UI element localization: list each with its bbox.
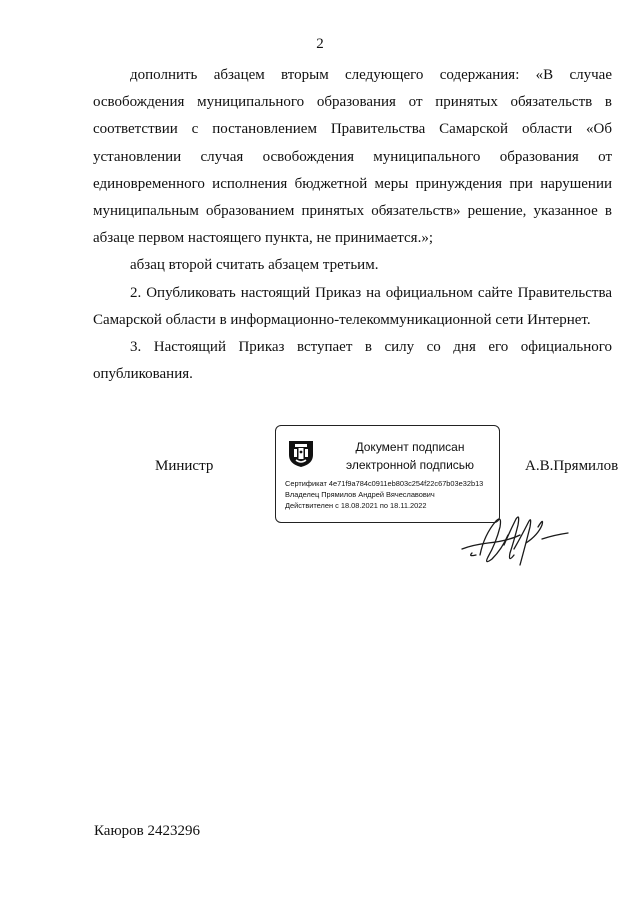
coat-of-arms-icon xyxy=(286,438,316,468)
paragraph-line: соответствии с постановлением Правительства Самарской области «Об xyxy=(93,121,612,138)
signer-name: А.В.Прямилов xyxy=(525,458,619,474)
paragraph-line: опубликования. xyxy=(93,366,193,383)
page-number: 2 xyxy=(316,36,324,52)
stamp-title-line: Документ подписан xyxy=(355,440,465,454)
stamp-certificate: Сертификат 4e71f9a784c0911eb803c254f22c67b03e32b13 xyxy=(285,479,484,488)
stamp-title xyxy=(326,438,494,474)
signer-position: Министр xyxy=(155,458,214,474)
paragraph-line: 3. Настоящий Приказ вступает в силу со дня его официального xyxy=(130,339,612,356)
paragraph-line: муниципальным образованием принятых обязательств» решение, указанное в xyxy=(93,203,612,220)
paragraph-line: абзац второй считать абзацем третьим. xyxy=(130,257,379,274)
paragraph-line: дополнить абзацем вторым следующего содержания: «В случае xyxy=(130,67,612,83)
stamp-title-line: электронной подписью xyxy=(345,458,475,472)
paragraph-line: абзаце первом настоящего пункта, не принимается.»; xyxy=(93,230,433,247)
paragraph-line: Самарской области в информационно-телекоммуникационной сети Интернет. xyxy=(93,311,591,328)
handwritten-signature xyxy=(458,505,573,570)
stamp-owner: Владелец Прямилов Андрей Вячеславович xyxy=(285,490,435,499)
stamp-validity: Действителен с 18.08.2021 по 18.11.2022 xyxy=(285,501,427,510)
paragraph-line: единовременного исполнения бюджетной меры принуждения при нарушении xyxy=(93,175,612,192)
paragraph-line: 2. Опубликовать настоящий Приказ на официальном сайте Правительства xyxy=(130,284,612,301)
paragraph-line: освобождения муниципального образования от принятых обязательств в xyxy=(93,94,612,111)
executor-info: Каюров 2423296 xyxy=(94,823,201,839)
paragraph-line: установлении случая освобождения муниципального образования от xyxy=(93,148,612,165)
